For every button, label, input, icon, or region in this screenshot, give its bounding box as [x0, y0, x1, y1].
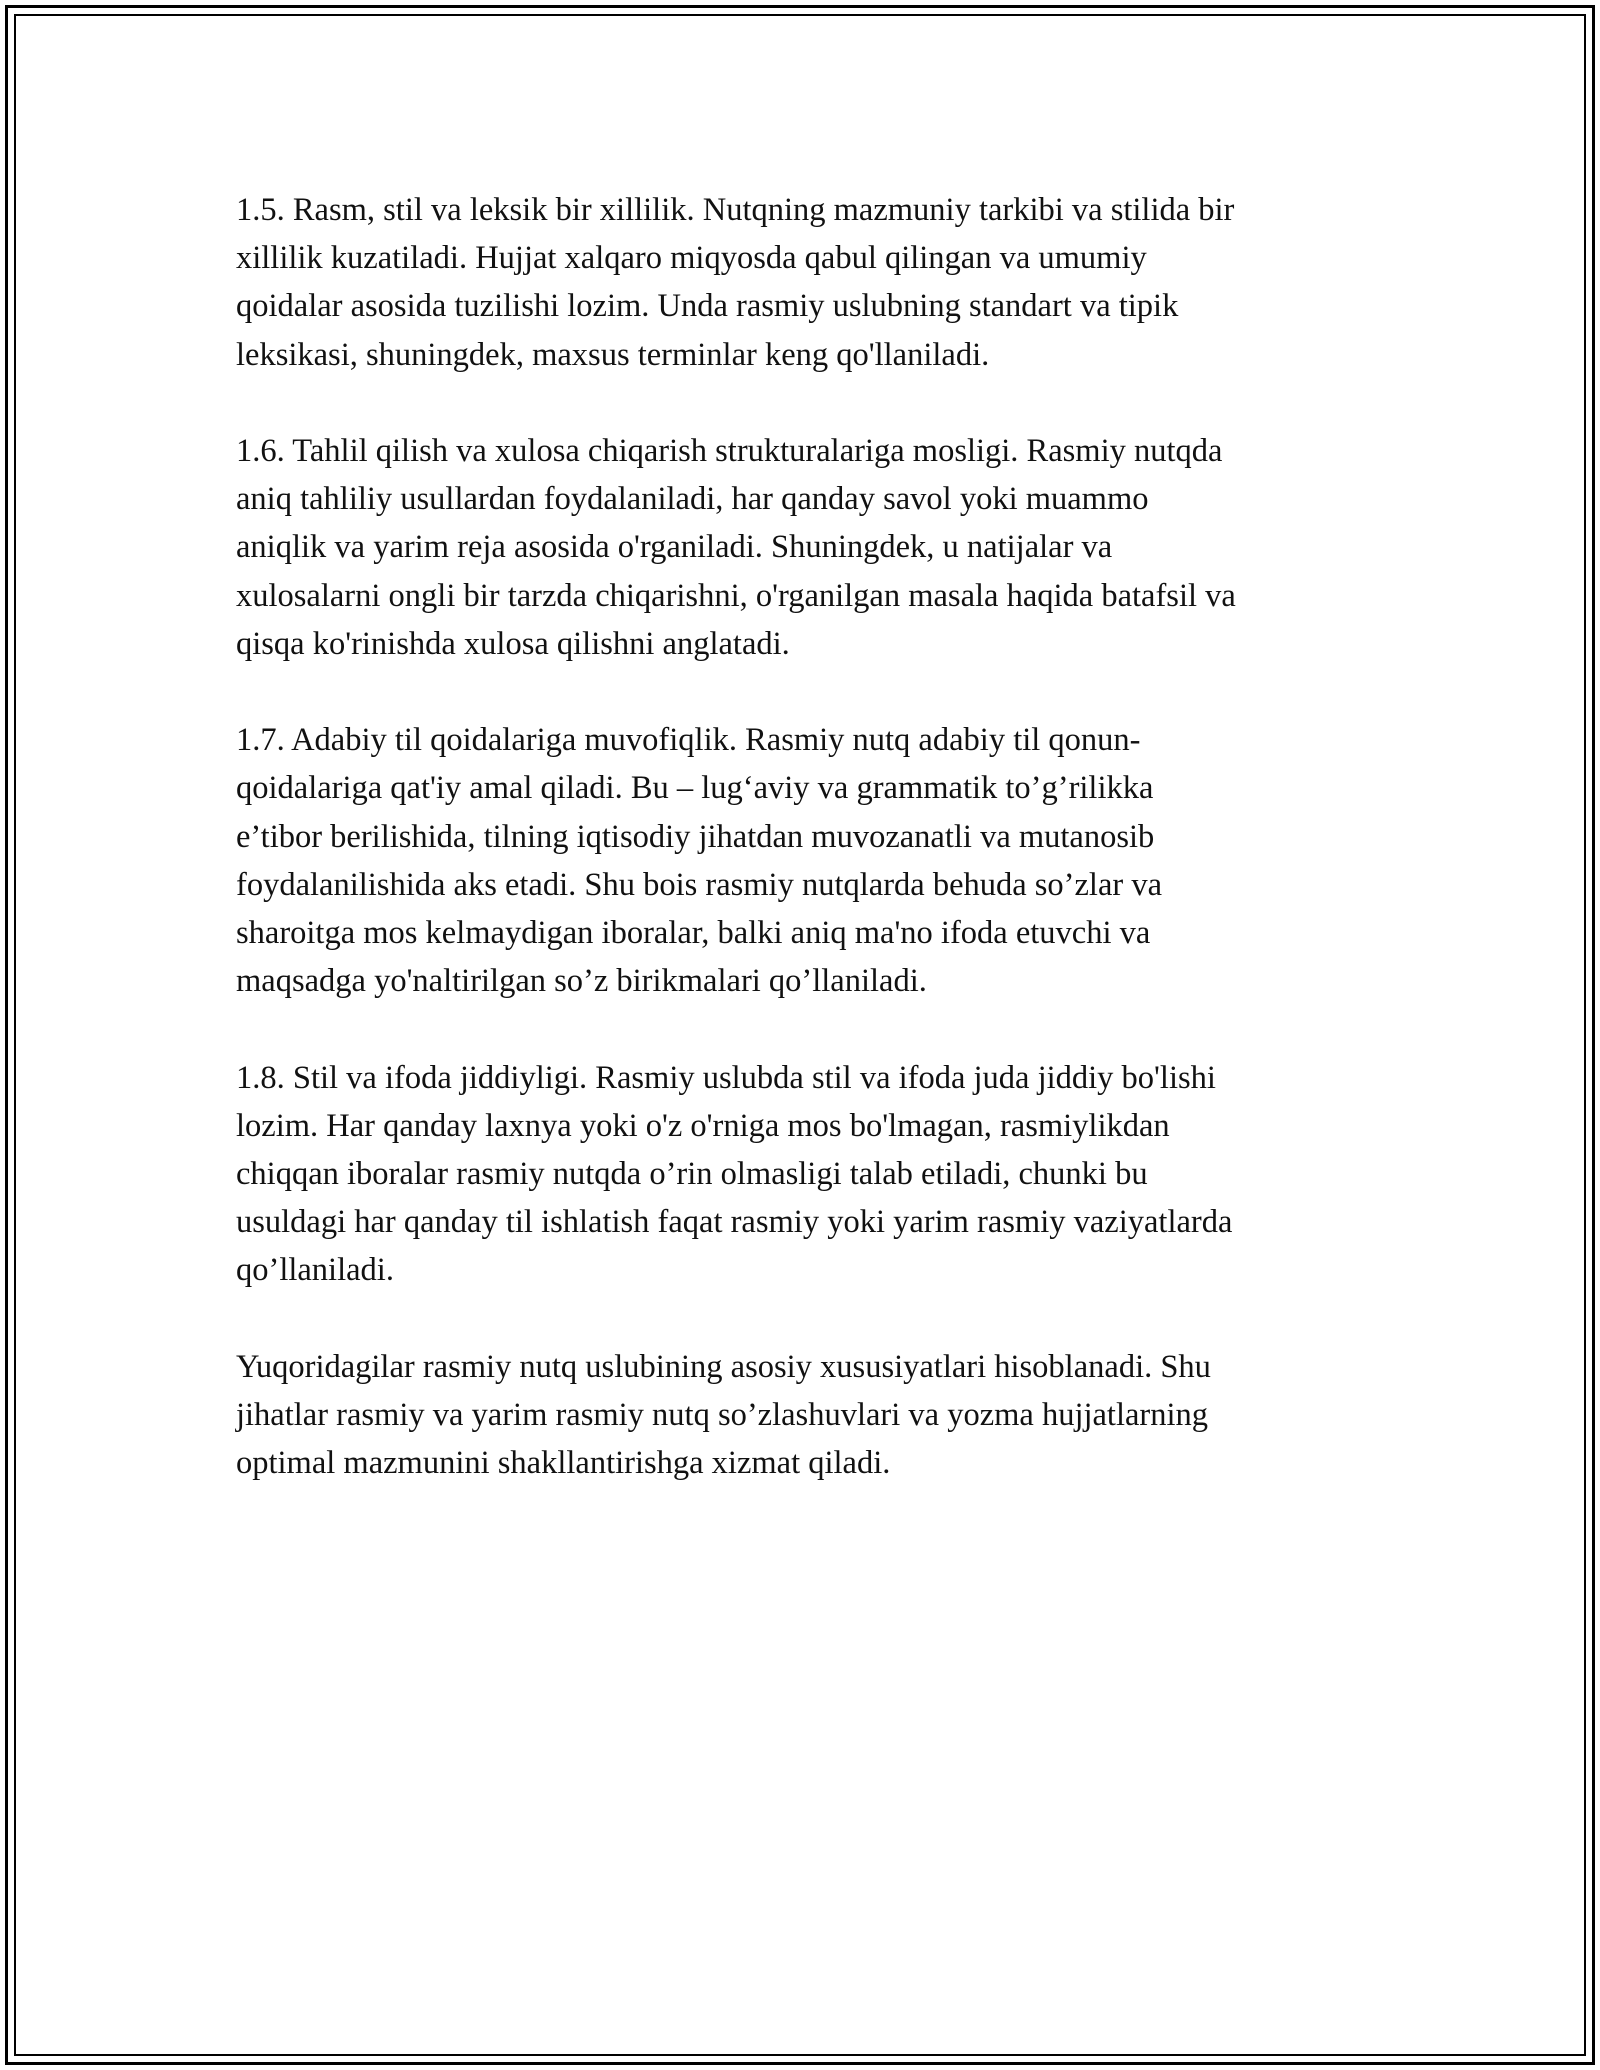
text-line: maqsadga yo'naltirilgan so’z birikmalari qo’llaniladi.	[236, 963, 927, 1000]
paragraph-summary	[236, 1343, 1376, 1488]
text-line: jihatlar rasmiy va yarim rasmiy nutq so’zlashuvlari va yozma hujjatlarning	[236, 1397, 1209, 1434]
document-body	[236, 186, 1376, 1536]
paragraph-1-5	[236, 186, 1376, 379]
text-line: foydalanilishida aks etadi. Shu bois rasmiy nutqlarda behuda so’zlar va	[236, 866, 1163, 903]
text-line: xillilik kuzatiladi. Hujjat xalqaro miqyosda qabul qilingan va umumiy	[236, 240, 1147, 277]
text-line: 1.5. Rasm, stil va leksik bir xillilik. Nutqning mazmuniy tarkibi va stilida bir	[236, 192, 1235, 228]
text-line: optimal mazmunini shakllantirishga xizmat qiladi.	[236, 1445, 891, 1482]
text-line: xulosalarni ongli bir tarzda chiqarishni, o'rganilgan masala haqida batafsil va	[236, 577, 1236, 614]
text-line: sharoitga mos kelmaydigan iboralar, balki aniq ma'no ifoda etuvchi va	[236, 915, 1151, 952]
text-line: aniqlik va yarim reja asosida o'rganiladi. Shuningdek, u natijalar va	[236, 529, 1113, 566]
text-line: qisqa ko'rinishda xulosa qilishni anglatadi.	[236, 625, 790, 662]
text-line: 1.7. Adabiy til qoidalariga muvofiqlik. Rasmiy nutq adabiy til qonun-	[236, 722, 1141, 759]
text-line: e’tibor berilishida, tilning iqtisodiy jihatdan muvozanatli va mutanosib	[236, 818, 1155, 855]
text-line: usuldagi har qanday til ishlatish faqat rasmiy yoki yarim rasmiy vaziyatlarda	[236, 1204, 1233, 1241]
paragraph-1-8	[236, 1054, 1376, 1295]
text-line: lozim. Har qanday laxnya yoki o'z o'rniga mos bo'lmagan, rasmiylikdan	[236, 1107, 1170, 1144]
text-line: qo’llaniladi.	[236, 1252, 394, 1289]
text-line: qoidalar asosida tuzilishi lozim. Unda rasmiy uslubning standart va tipik	[236, 288, 1179, 325]
text-line: leksikasi, shuningdek, maxsus terminlar keng qo'llaniladi.	[236, 336, 990, 373]
text-line: chiqqan iboralar rasmiy nutqda o’rin olmasligi talab etiladi, chunki bu	[236, 1156, 1148, 1193]
text-line: 1.6. Tahlil qilish va xulosa chiqarish strukturalariga mosligi. Rasmiy nutqda	[236, 433, 1223, 469]
text-line: 1.8. Stil va ifoda jiddiyligi. Rasmiy uslubda stil va ifoda juda jiddiy bo'lishi	[236, 1059, 1216, 1096]
text-line: aniq tahliliy usullardan foydalaniladi, har qanday savol yoki muammo	[236, 481, 1149, 518]
paragraph-1-6	[236, 427, 1376, 668]
text-line: qoidalariga qat'iy amal qiladi. Bu – lug‘aviy va grammatik to’g’rilikka	[236, 770, 1154, 807]
text-line: Yuqoridagilar rasmiy nutq uslubining asosiy xususiyatlari hisoblanadi. Shu	[236, 1348, 1211, 1385]
paragraph-1-7	[236, 716, 1376, 1005]
